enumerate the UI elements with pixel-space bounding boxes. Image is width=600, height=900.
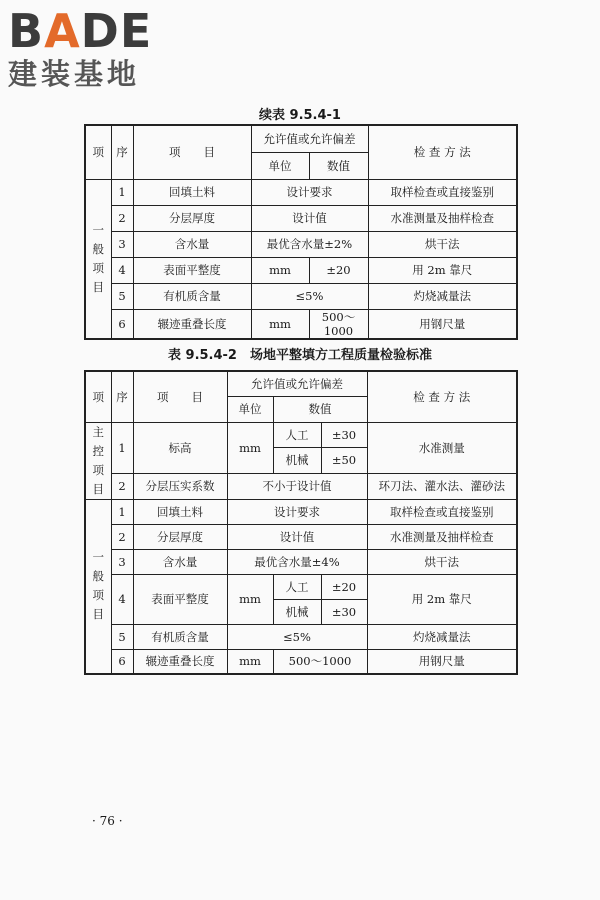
group-label: 一 般 项 目 — [85, 179, 111, 339]
row-seq: 1 — [111, 179, 133, 205]
header-cat: 项 — [85, 371, 111, 422]
row-method: 水准测量及抽样检查 — [367, 524, 517, 549]
row-method: 灼烧减量法 — [367, 624, 517, 649]
row-unit: mm — [251, 309, 309, 339]
row-allow: 设计要求 — [251, 179, 368, 205]
row-value: ±30 — [321, 422, 367, 448]
row-method: 取样检查或直接鉴别 — [367, 499, 517, 524]
header-seq: 序 — [111, 371, 133, 422]
logo-wordmark: BADE — [8, 4, 153, 58]
row-allow: 最优含水量±2% — [251, 231, 368, 257]
table1 — [84, 124, 518, 340]
logo — [8, 6, 178, 92]
row-item: 有机质含量 — [133, 624, 227, 649]
row-allow: 设计要求 — [227, 499, 367, 524]
row-unit: mm — [227, 649, 273, 674]
row-value: ±20 — [309, 257, 368, 283]
row-method: 用 2m 靠尺 — [367, 574, 517, 624]
row-item: 辗迹重叠长度 — [133, 649, 227, 674]
row-seq: 6 — [111, 309, 133, 339]
row-unit: mm — [227, 422, 273, 473]
row-value: 500～1000 — [309, 309, 368, 339]
row-sub: 人工 — [273, 422, 321, 448]
row-value: ±30 — [321, 599, 367, 624]
page-number: · 76 · — [92, 814, 123, 828]
row-method: 水准测量 — [367, 422, 517, 473]
header-unit: 单位 — [251, 152, 309, 179]
row-sub: 机械 — [273, 448, 321, 474]
header-item: 项 目 — [133, 125, 251, 179]
row-seq: 1 — [111, 422, 133, 473]
table1-caption: 续表 9.5.4-1 — [259, 108, 341, 123]
row-seq: 1 — [111, 499, 133, 524]
row-seq: 2 — [111, 524, 133, 549]
row-seq: 3 — [111, 231, 133, 257]
row-item: 含水量 — [133, 231, 251, 257]
row-seq: 4 — [111, 574, 133, 624]
row-unit: mm — [251, 257, 309, 283]
row-sub: 机械 — [273, 599, 321, 624]
row-method: 烘干法 — [368, 231, 517, 257]
row-method: 取样检查或直接鉴别 — [368, 179, 517, 205]
table2 — [84, 370, 518, 675]
row-item: 回填土料 — [133, 499, 227, 524]
row-allow: 最优含水量±4% — [227, 549, 367, 574]
row-method: 烘干法 — [367, 549, 517, 574]
row-item: 回填土料 — [133, 179, 251, 205]
header-cat: 项 — [85, 125, 111, 179]
header-allow: 允许值或允许偏差 — [251, 125, 368, 152]
row-item: 标高 — [133, 422, 227, 473]
row-item: 表面平整度 — [133, 257, 251, 283]
row-item: 分层厚度 — [133, 524, 227, 549]
row-item: 有机质含量 — [133, 283, 251, 309]
row-method: 用钢尺量 — [367, 649, 517, 674]
header-value: 数值 — [273, 396, 367, 422]
header-unit: 单位 — [227, 396, 273, 422]
row-value: ±50 — [321, 448, 367, 474]
table2-caption: 表 9.5.4-2 场地平整填方工程质量检验标准 — [168, 348, 432, 363]
row-allow: ≤5% — [227, 624, 367, 649]
row-item: 含水量 — [133, 549, 227, 574]
row-allow: 不小于设计值 — [227, 473, 367, 499]
header-allow: 允许值或允许偏差 — [227, 371, 367, 396]
row-item: 分层压实系数 — [133, 473, 227, 499]
row-method: 用 2m 靠尺 — [368, 257, 517, 283]
row-allow: 设计值 — [251, 205, 368, 231]
row-allow: 设计值 — [227, 524, 367, 549]
row-unit: mm — [227, 574, 273, 624]
row-allow: ≤5% — [251, 283, 368, 309]
header-method: 检 查 方 法 — [368, 125, 517, 179]
row-seq: 2 — [111, 473, 133, 499]
row-method: 环刀法、灌水法、灌砂法 — [367, 473, 517, 499]
header-item: 项 目 — [133, 371, 227, 422]
logo-subtitle: 建装基地 — [8, 57, 141, 91]
row-item: 辗迹重叠长度 — [133, 309, 251, 339]
header-method: 检 查 方 法 — [367, 371, 517, 422]
row-seq: 3 — [111, 549, 133, 574]
row-seq: 5 — [111, 283, 133, 309]
row-seq: 5 — [111, 624, 133, 649]
group-label-main: 主 控 项 目 — [85, 422, 111, 499]
row-method: 水准测量及抽样检查 — [368, 205, 517, 231]
row-sub: 人工 — [273, 574, 321, 599]
row-method: 灼烧减量法 — [368, 283, 517, 309]
row-item: 分层厚度 — [133, 205, 251, 231]
row-value: 500～1000 — [273, 649, 367, 674]
row-seq: 2 — [111, 205, 133, 231]
header-value: 数值 — [309, 152, 368, 179]
row-seq: 4 — [111, 257, 133, 283]
group-label-general: 一 般 项 目 — [85, 499, 111, 674]
row-item: 表面平整度 — [133, 574, 227, 624]
row-seq: 6 — [111, 649, 133, 674]
row-method: 用钢尺量 — [368, 309, 517, 339]
header-seq: 序 — [111, 125, 133, 179]
row-value: ±20 — [321, 574, 367, 599]
